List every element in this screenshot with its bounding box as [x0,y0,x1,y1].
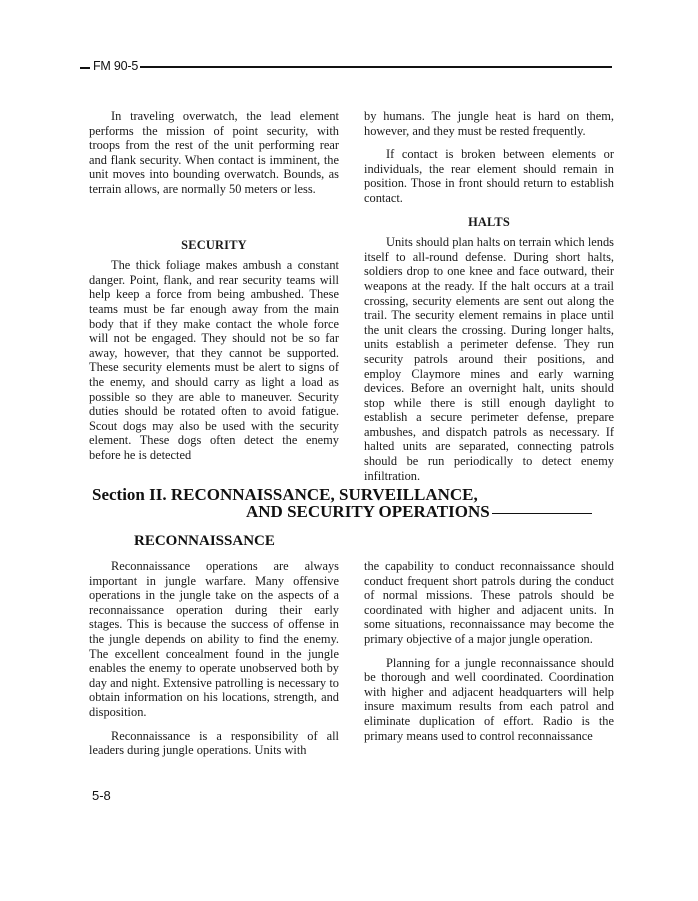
header-rule [140,66,612,68]
heading-reconnaissance: RECONNAISSANCE [134,533,275,549]
manual-number: FM 90-5 [93,59,139,73]
paragraph-broken-contact: If contact is broken between elements or individuals, the rear element should remain in position. Those in front should return to establish contact. [364,147,614,205]
paragraph-continued-capability: the capability to conduct reconnaissance should conduct frequent short patrols during the conduct of normal missions. These patrols should be coordinated with higher and adjacent units. In some situations, reconnaissance may become the primary objective of a major jungle operation. [364,559,614,646]
section-title-line-2-wrap [92,503,610,520]
paragraph-security: The thick foliage makes ambush a constant danger. Point, flank, and rear security teams will help keep a force from being ambushed. These teams must be far enough away from the main body that if they make contact the whole force will not be engaged. They should not be so far away, however, that they cannot be supported. These security elements must be alert to signs of the enemy, and should carry as light a load as possible so they are able to maneuver. Security duties should be rotated often to avoid fatigue. Scout dogs may also be used with the security element. These dogs often detect the enemy before he is detected [89,258,339,462]
paragraph-recon-responsibility: Reconnaissance is a responsibility of all leaders during jungle operations. Units with [89,728,339,758]
top-left-column [89,109,339,471]
bottom-right-column [364,559,614,752]
heading-halts: HALTS [468,214,510,229]
page-number: 5-8 [92,788,111,803]
paragraph-halts: Units should plan halts on terrain which lends itself to all-round defense. During short halts, soldiers drop to one knee and face outward, their weapons at the ready. If the halt occurs at a trail crossing, security elements are sent out along the trail. The security element remains in place until the unit clears the crossing. During longer halts, units establish a perimeter defense. They run security patrols around their positions, and employ Claymore mines and early warning devices. Before an overnight halt, units should stop while there is still enough daylight to establish a secure perimeter defense, prepare ambushes, and dispatch patrols as necessary. If halted units are separated, connecting patrols should be run periodically to detect enemy infiltration. [364,235,614,483]
paragraph-continued-dogs: by humans. The jungle heat is hard on them, however, and they must be rested frequently. [364,109,614,138]
section-title [92,486,610,520]
heading-security: SECURITY [181,237,247,252]
paragraph-recon-operations: Reconnaissance operations are always important in jungle warfare. Many offensive operations in the jungle take on the aspects of a reconnaissance operation during their early stages. This is because the success of offense in the jungle depends on ability to find the enemy. The excellent concealment found in the jungle enables the enemy to operate unobserved both by day and night. Extensive patrolling is necessary to obtain information on his locations, strength, and disposition. [89,559,339,719]
bottom-left-column [89,559,339,767]
top-right-column [364,109,614,492]
section-title-line-1: Section II. RECONNAISSANCE, SURVEILLANCE, [92,485,478,504]
running-header [80,58,612,74]
paragraph-traveling-overwatch: In traveling overwatch, the lead element performs the mission of point security, with troops from the rest of the unit performing rear and flank security. When contact is imminent, the unit moves into bounding overwatch. Bounds, as terrain allows, are normally 50 meters or less. [89,109,339,196]
header-lead-rule [80,67,90,69]
section-title-rule [492,513,592,515]
paragraph-planning: Planning for a jungle reconnaissance should be thorough and well coordinated. Coordination with higher and adjacent headquarters will help insure maximum results from each patrol and eliminate duplication of effort. Radio is the primary means used to control reconnaissance [364,655,614,743]
section-title-line-2: AND SECURITY OPERATIONS [246,502,490,521]
